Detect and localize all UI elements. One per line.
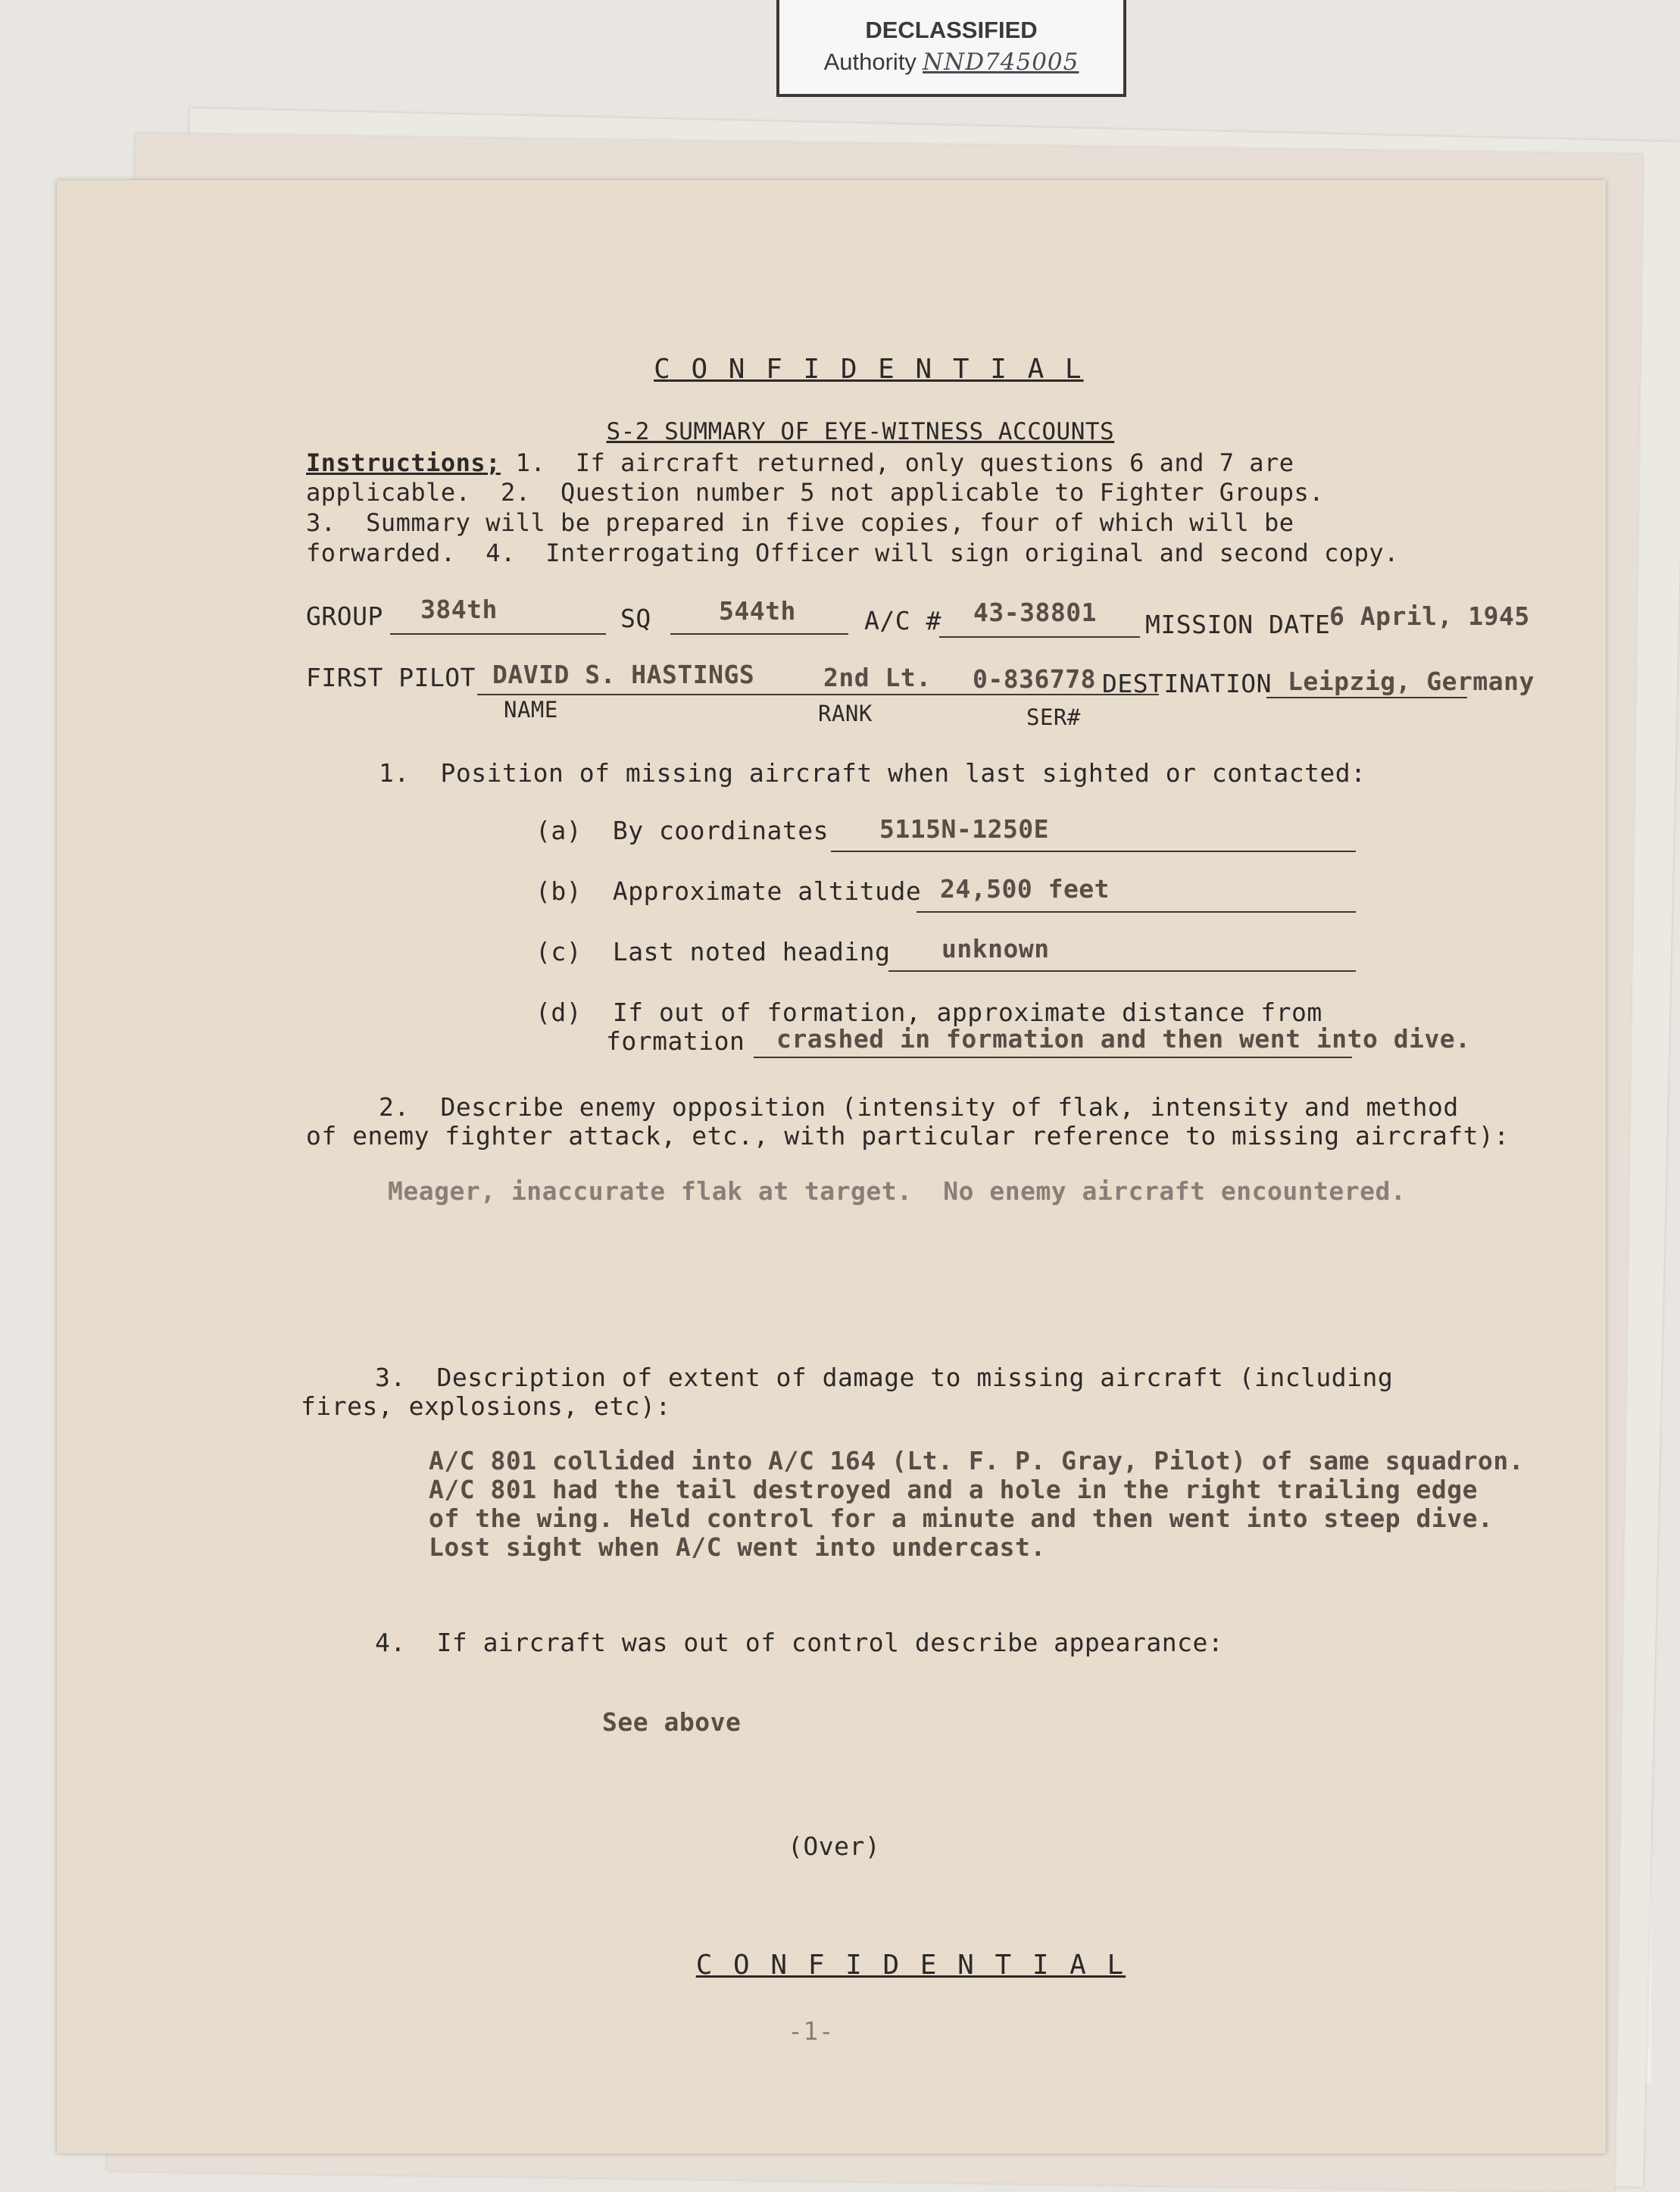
- q1d-label-line2: formation: [606, 1026, 745, 1056]
- ac-value: 43-38801: [973, 598, 1097, 627]
- q2-line2: of enemy fighter attack, etc., with particular reference to missing aircraft):: [306, 1121, 1510, 1151]
- q2-answer: Meager, inaccurate flak at target. No enemy aircraft encountered.: [388, 1176, 1407, 1206]
- instructions-line-3: 3. Summary will be prepared in five copies, four of which will be: [306, 508, 1294, 537]
- ser-caption: SER#: [1026, 704, 1081, 730]
- declassified-stamp: [776, 0, 1126, 97]
- mission-date-value: 6 April, 1945: [1329, 601, 1530, 631]
- q1a-label: (a) By coordinates: [536, 816, 829, 845]
- group-value: 384th: [420, 595, 498, 624]
- q2-line1: 2. Describe enemy opposition (intensity of flak, intensity and method: [379, 1092, 1459, 1122]
- stamp-title: DECLASSIFIED: [865, 17, 1038, 43]
- q1d-value: crashed in formation and then went into dive.: [776, 1024, 1471, 1054]
- q3-answer-line-2: A/C 801 had the tail destroyed and a hole in the right trailing edge: [429, 1475, 1479, 1504]
- instructions-block: [306, 448, 1294, 478]
- pilot-ser: 0-836778: [973, 664, 1096, 694]
- q3-answer-line-1: A/C 801 collided into A/C 164 (Lt. F. P. Gray, Pilot) of same squadron.: [429, 1446, 1525, 1475]
- first-pilot-label: FIRST PILOT: [306, 663, 476, 692]
- q1a-value: 5115N-1250E: [879, 814, 1050, 844]
- rank-caption: RANK: [818, 701, 873, 726]
- stamp-authority-label: Authority: [823, 48, 917, 75]
- question-4: 4. If aircraft was out of control describe appearance:: [375, 1628, 1224, 1657]
- stamp-authority-value: NND745005: [922, 48, 1079, 76]
- q1d-label-line1: (d) If out of formation, approximate distance from: [536, 998, 1322, 1027]
- question-1: 1. Position of missing aircraft when last sighted or contacted:: [379, 758, 1366, 788]
- instructions-line-4: forwarded. 4. Interrogating Officer will sign original and second copy.: [306, 539, 1399, 567]
- over-note: (Over): [788, 1831, 881, 1861]
- classification-top: C O N F I D E N T I A L: [654, 354, 1084, 385]
- page-number: -1-: [788, 2016, 835, 2046]
- sq-label: SQ: [620, 604, 651, 633]
- destination-label: DESTINATION: [1102, 669, 1272, 698]
- q1b-label: (b) Approximate altitude: [536, 876, 922, 906]
- q3-answer-line-4: Lost sight when A/C went into undercast.: [429, 1532, 1046, 1562]
- destination-value: Leipzig, Germany: [1288, 667, 1535, 696]
- page-title: S-2 SUMMARY OF EYE-WITNESS ACCOUNTS: [606, 418, 1115, 445]
- pilot-rank: 2nd Lt.: [823, 663, 932, 692]
- pilot-name: DAVID S. HASTINGS: [492, 660, 755, 689]
- q3-line2: fires, explosions, etc):: [301, 1391, 671, 1421]
- stamp-authority: [779, 48, 1123, 76]
- instructions-line-1: 1. If aircraft returned, only questions 6 and 7 are: [515, 448, 1294, 477]
- q1b-value: 24,500 feet: [940, 874, 1110, 904]
- ac-label: A/C #: [864, 606, 941, 635]
- document-page: [57, 180, 1606, 2153]
- q1c-label: (c) Last noted heading: [536, 937, 891, 966]
- q3-line1: 3. Description of extent of damage to missing aircraft (including: [375, 1363, 1394, 1392]
- name-caption: NAME: [504, 697, 558, 723]
- instructions-line-2: applicable. 2. Question number 5 not applicable to Fighter Groups.: [306, 478, 1325, 507]
- q4-answer: See above: [602, 1707, 742, 1737]
- q3-answer-line-3: of the wing. Held control for a minute and then went into steep dive.: [429, 1503, 1494, 1533]
- instructions-label: Instructions;: [306, 448, 501, 477]
- sq-value: 544th: [719, 596, 796, 626]
- q1c-value: unknown: [941, 934, 1050, 963]
- group-label: GROUP: [306, 601, 383, 631]
- classification-bottom: C O N F I D E N T I A L: [695, 1950, 1126, 1981]
- mission-date-label: MISSION DATE: [1145, 610, 1331, 639]
